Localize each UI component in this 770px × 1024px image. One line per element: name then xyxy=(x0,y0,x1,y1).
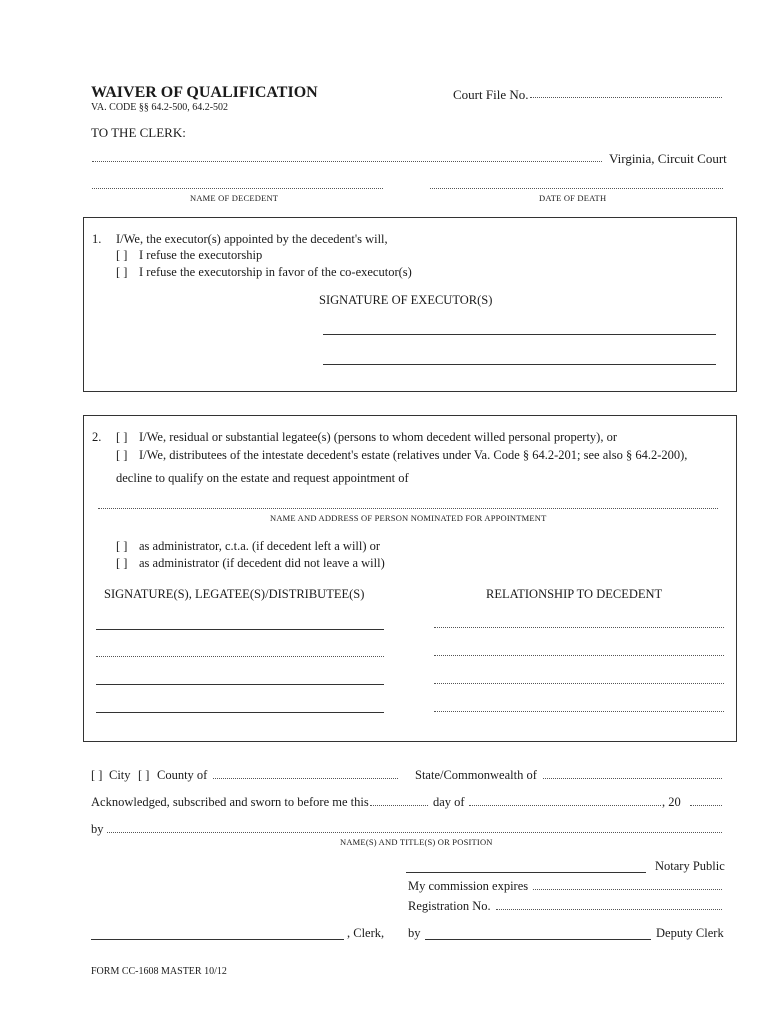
by-label: by xyxy=(91,822,104,836)
names-titles-field[interactable] xyxy=(107,832,722,833)
form-number: FORM CC-1608 MASTER 10/12 xyxy=(91,966,227,977)
admin-checkbox[interactable]: [ ] xyxy=(116,556,128,570)
circuit-court-field[interactable] xyxy=(92,161,602,162)
day-of-label: day of xyxy=(433,795,465,809)
refuse-in-favor-checkbox[interactable]: [ ] xyxy=(116,265,128,279)
commission-label: My commission expires xyxy=(408,879,529,893)
executor-signature-line-1[interactable] xyxy=(323,334,716,335)
nominee-field[interactable] xyxy=(98,508,718,509)
registration-label: Registration No. xyxy=(408,899,491,913)
relationship-label: RELATIONSHIP TO DECEDENT xyxy=(486,587,663,601)
decline-text: decline to qualify on the estate and request appointment of xyxy=(116,471,409,485)
refuse-in-favor-label: I refuse the executorship in favor of the co-executor(s) xyxy=(139,265,412,279)
acknowledged-label: Acknowledged, subscribed and sworn to before me this xyxy=(91,795,369,809)
section-2-box xyxy=(83,415,737,742)
legatee-signature-line-3[interactable] xyxy=(96,684,384,685)
executor-signature-line-2[interactable] xyxy=(323,364,716,365)
year-field[interactable] xyxy=(690,805,722,806)
clerk-label: , Clerk, xyxy=(347,926,385,940)
deputy-by-label: by xyxy=(408,926,421,940)
city-checkbox[interactable]: [ ] xyxy=(91,768,103,782)
court-file-field[interactable] xyxy=(530,97,722,98)
month-field[interactable] xyxy=(469,805,661,806)
notary-public-label: Notary Public xyxy=(655,859,725,873)
form-title: WAIVER OF QUALIFICATION xyxy=(91,84,318,101)
legatee-label: I/We, residual or substantial legatee(s) (persons to whom decedent willed personal property), or xyxy=(139,430,618,444)
section-1-intro: I/We, the executor(s) appointed by the decedent's will, xyxy=(116,232,388,246)
code-reference: VA. CODE §§ 64.2-500, 64.2-502 xyxy=(91,102,229,113)
relationship-line-4[interactable] xyxy=(434,711,724,712)
refuse-executorship-label: I refuse the executorship xyxy=(139,248,263,262)
legatee-signature-line-2[interactable] xyxy=(96,656,384,657)
executor-signature-label: SIGNATURE OF EXECUTOR(S) xyxy=(319,293,493,307)
state-label: State/Commonwealth of xyxy=(415,768,537,782)
deputy-clerk-label: Deputy Clerk xyxy=(656,926,724,940)
legatee-signature-line-1[interactable] xyxy=(96,629,384,630)
commission-field[interactable] xyxy=(533,889,722,890)
clerk-signature-line[interactable] xyxy=(91,939,344,940)
county-field[interactable] xyxy=(213,778,398,779)
circuit-court-label: Virginia, Circuit Court xyxy=(609,151,727,166)
admin-label: as administrator (if decedent did not leave a will) xyxy=(139,556,385,570)
day-field[interactable] xyxy=(370,805,428,806)
admin-cta-label: as administrator, c.t.a. (if decedent left a will) or xyxy=(139,539,381,553)
registration-field[interactable] xyxy=(496,909,722,910)
names-titles-caption: NAME(S) AND TITLE(S) OR POSITION xyxy=(340,837,493,847)
legatee-signatures-label: SIGNATURE(S), LEGATEE(S)/DISTRIBUTEE(S) xyxy=(104,587,365,601)
section-1-number: 1. xyxy=(92,232,102,246)
distributee-label: I/We, distributees of the intestate decedent's estate (relatives under Va. Code § 64.2-201; see also § 64.2-200), xyxy=(139,448,688,462)
admin-cta-checkbox[interactable]: [ ] xyxy=(116,539,128,553)
decedent-name-caption: NAME OF DECEDENT xyxy=(190,193,279,203)
decedent-name-field[interactable] xyxy=(92,188,383,189)
date-of-death-caption: DATE OF DEATH xyxy=(539,193,607,203)
deputy-clerk-signature-line[interactable] xyxy=(425,939,651,940)
court-file-label: Court File No. xyxy=(453,87,529,102)
distributee-checkbox[interactable]: [ ] xyxy=(116,448,128,462)
legatee-signature-line-4[interactable] xyxy=(96,712,384,713)
year-prefix: , 20 xyxy=(662,795,681,809)
refuse-executorship-checkbox[interactable]: [ ] xyxy=(116,248,128,262)
relationship-line-1[interactable] xyxy=(434,627,724,628)
relationship-line-3[interactable] xyxy=(434,683,724,684)
county-of-label: County of xyxy=(157,768,208,782)
legatee-checkbox[interactable]: [ ] xyxy=(116,430,128,444)
date-of-death-field[interactable] xyxy=(430,188,723,189)
nominee-caption: NAME AND ADDRESS OF PERSON NOMINATED FOR APPOINTMENT xyxy=(270,513,547,523)
city-label: City xyxy=(109,768,131,782)
state-field[interactable] xyxy=(543,778,722,779)
notary-signature-line[interactable] xyxy=(406,872,646,873)
relationship-line-2[interactable] xyxy=(434,655,724,656)
to-the-clerk: TO THE CLERK: xyxy=(91,125,186,140)
section-2-number: 2. xyxy=(92,430,102,444)
county-checkbox[interactable]: [ ] xyxy=(138,768,150,782)
